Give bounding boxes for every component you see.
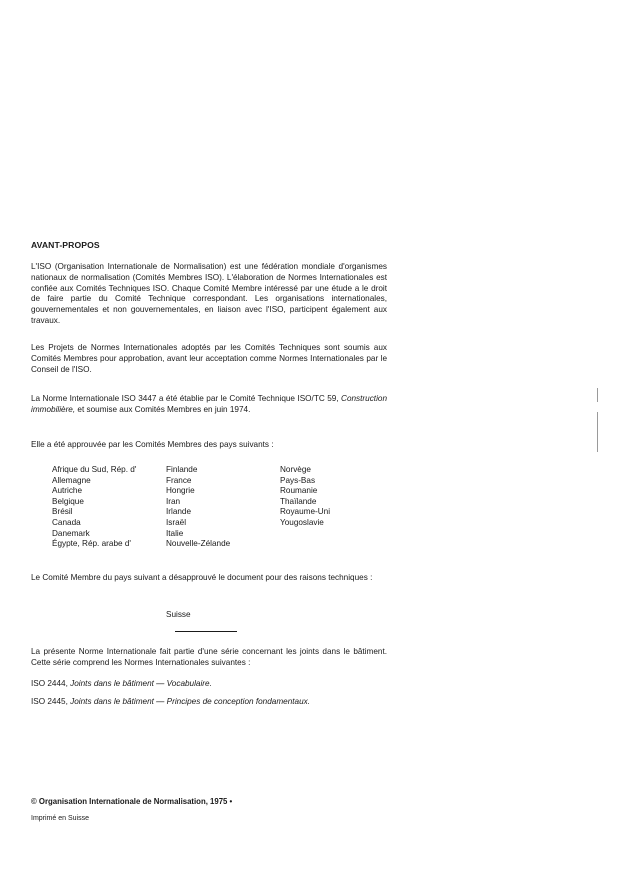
country-item: Autriche [52,486,83,496]
country-list-col-1 [52,465,136,550]
country-item: France [166,475,192,485]
country-item: Iran [166,496,181,506]
standard-origin-text-a: La Norme Internationale ISO 3447 a été établie par le Comité Technique ISO/TC 59, [31,394,342,403]
country-item: Roumanie [280,486,318,496]
country-item: Danemark [52,528,90,538]
country-item: Israël [166,517,187,527]
paragraph-iso-intro: L'ISO (Organisation Internationale de Normalisation) est une fédération mondiale d'organismes nationaux de normalisation (Comités Membres ISO). L'élaboration de Normes Internationales est confiée aux Comités Techniques ISO. Chaque Comité Membre intéressé par une étude a le droit de faire partie du Comité Technique correspondant. Les organisations internationales, gouvernementales et non gouvernementales, en liaison avec l'ISO, participent également aux travaux. [31,262,387,325]
reference-iso-2444 [31,679,212,688]
country-item: Nouvelle-Zélande [166,539,231,549]
paragraph-standard-origin [31,394,387,416]
printed-in: Imprimé en Suisse [31,815,89,822]
country-item: Allemagne [52,475,91,485]
committee-title: Construction immobilière, [31,394,387,414]
country-item: Égypte, Rép. arabe d' [52,539,131,549]
reference-title: Joints dans le bâtiment — Principes de conception fondamentaux. [70,697,311,706]
paragraph-approved-by: Elle a été approuvée par les Comités Membres des pays suivants : [31,440,274,449]
reference-code: ISO 2445, [31,697,68,706]
country-item: Brésil [52,507,73,517]
reference-code: ISO 2444, [31,679,68,688]
country-item: Afrique du Sud, Rép. d' [52,465,137,474]
country-item: Belgique [52,496,84,506]
paragraph-series-note: La présente Norme Internationale fait partie d'une série concernant les joints dans le bâtiment. Cette série comprend les Normes Internationales suivantes : [31,647,387,667]
country-list-col-2 [166,465,230,550]
country-item: Norvège [280,465,311,474]
section-heading: AVANT-PROPOS [31,240,100,250]
country-item: Italie [166,528,184,538]
country-list-col-3 [280,465,330,529]
country-item: Royaume-Uni [280,507,331,517]
country-item: Finlande [166,465,198,474]
paragraph-approval-process: Les Projets de Normes Internationales adoptés par les Comités Techniques sont soumis aux Comités Membres pour approbation, avant leur acceptation comme Normes Internationales par le Conseil de l'ISO. [31,343,387,374]
reference-iso-2445 [31,697,310,706]
country-item: Irlande [166,507,192,517]
country-item: Thaïlande [280,496,317,506]
scan-edge-mark [597,388,598,402]
country-item: Hongrie [166,486,195,496]
country-item: Canada [52,517,81,527]
reference-title: Joints dans le bâtiment — Vocabulaire. [70,679,212,688]
divider [175,631,237,632]
paragraph-disapproval: Le Comité Membre du pays suivant a désapprouvé le document pour des raisons techniques : [31,573,373,582]
country-item: Yougoslavie [280,517,324,527]
copyright-notice: © Organisation Internationale de Normalisation, 1975 • [31,797,233,806]
country-item: Pays-Bas [280,475,316,485]
disapproving-country: Suisse [166,610,191,619]
scan-edge-mark [597,412,598,452]
standard-origin-text-c: et soumise aux Comités Membres en juin 1974. [75,404,251,414]
